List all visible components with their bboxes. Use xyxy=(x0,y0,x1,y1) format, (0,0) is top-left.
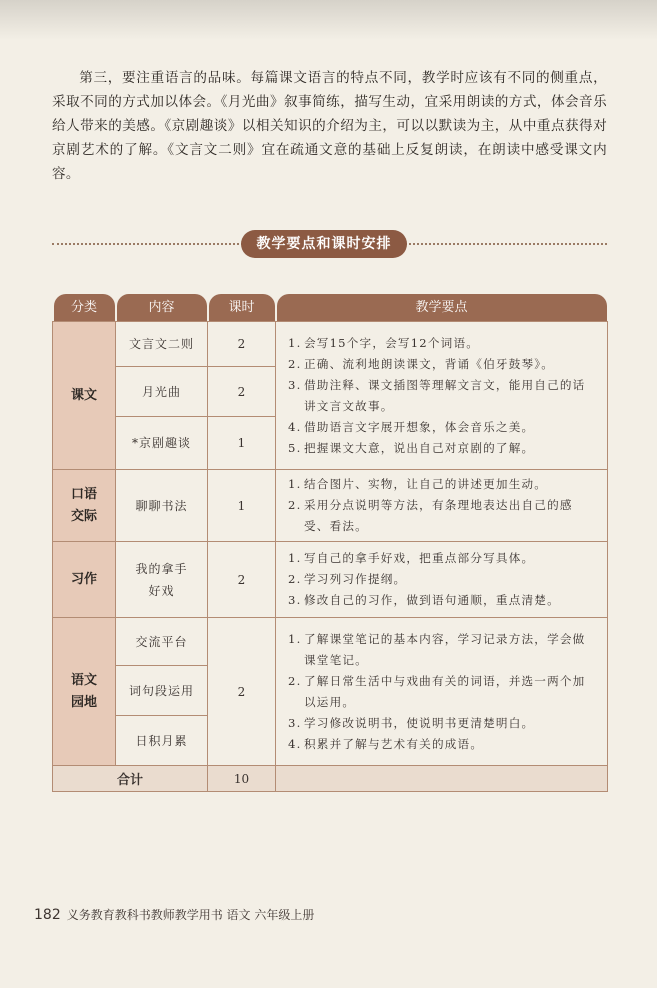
category-cell: 课文 xyxy=(53,322,116,470)
content-cell: *京剧趣谈 xyxy=(116,417,208,470)
content-cell: 文言文二则 xyxy=(116,322,208,367)
category-cell: 习作 xyxy=(53,542,116,618)
table-row xyxy=(53,618,608,666)
content-cell: 聊聊书法 xyxy=(116,470,208,542)
category-cell: 语文园地 xyxy=(53,618,116,766)
total-label: 合计 xyxy=(53,766,208,792)
key-point: 3. 借助注释、课文插图等理解文言文，能用自己的话讲文言文故事。 xyxy=(288,377,586,413)
header-content: 内容 xyxy=(116,294,208,322)
key-point: 2. 学习列习作提纲。 xyxy=(288,572,407,586)
book-title: 义务教育教科书教师教学用书 语文 六年级上册 xyxy=(66,908,315,922)
content-cell: 月光曲 xyxy=(116,367,208,417)
hours-cell: 1 xyxy=(208,417,276,470)
intro-paragraph xyxy=(52,66,607,186)
key-point: 2. 了解日常生活中与戏曲有关的词语，并选一两个加以运用。 xyxy=(288,673,586,709)
key-point: 5. 把握课文大意，说出自己对京剧的了解。 xyxy=(288,440,535,455)
key-points-cell xyxy=(276,542,608,618)
total-hours: 10 xyxy=(208,766,276,792)
header-category: 分类 xyxy=(53,294,116,322)
key-point: 1. 了解课堂笔记的基本内容，学习记录方法，学会做课堂笔记。 xyxy=(288,631,586,667)
hours-cell: 1 xyxy=(208,470,276,542)
hours-cell: 2 xyxy=(208,542,276,618)
table-row xyxy=(53,470,608,542)
teaching-plan-table-wrapper xyxy=(52,294,607,800)
total-empty-cell xyxy=(276,766,608,792)
key-point: 1. 结合图片、实物，让自己的讲述更加生动。 xyxy=(288,477,548,491)
header-key-points: 教学要点 xyxy=(276,294,608,322)
page-top-shadow xyxy=(0,0,657,40)
header-hours: 课时 xyxy=(208,294,276,322)
key-points-cell xyxy=(276,618,608,766)
content-cell: 交流平台 xyxy=(116,618,208,666)
table-header-row xyxy=(53,294,608,322)
table-row xyxy=(53,542,608,618)
table-row xyxy=(53,322,608,367)
table-total-row xyxy=(53,766,608,792)
section-title: 教学要点和课时安排 xyxy=(241,230,407,258)
hours-cell: 2 xyxy=(208,322,276,367)
page-footer xyxy=(34,906,314,923)
key-point: 2. 采用分点说明等方法，有条理地表达出自己的感受、看法。 xyxy=(288,498,573,533)
key-point: 4. 借助语言文字展开想象，体会音乐之美。 xyxy=(288,419,535,434)
key-points-cell xyxy=(276,322,608,470)
key-point: 1. 会写15个字，会写12个词语。 xyxy=(288,335,480,350)
page-number: 182 xyxy=(34,907,61,923)
teaching-plan-table xyxy=(52,294,608,792)
key-point: 3. 学习修改说明书，使说明书更清楚明白。 xyxy=(288,715,535,730)
content-cell: 日积月累 xyxy=(116,716,208,766)
key-point: 3. 修改自己的习作，做到语句通顺，重点清楚。 xyxy=(288,593,560,607)
key-points-cell xyxy=(276,470,608,542)
key-point: 1. 写自己的拿手好戏，把重点部分写具体。 xyxy=(288,551,535,565)
key-point: 2. 正确、流利地朗读课文，背诵《伯牙鼓琴》。 xyxy=(288,356,555,371)
intro-text: 第三，要注重语言的品味。每篇课文语言的特点不同，教学时应该有不同的侧重点，采取不同的方式加以体会。《月光曲》叙事简练，描写生动，宜采用朗读的方式，体会音乐给人带来的美感。《京剧趣谈》以相关知识的介绍为主，可以以默读为主，从中重点获得对京剧艺术的了解。《文言文二则》宜在疏通文意的基础上反复朗读，在朗读中感受课文内容。 xyxy=(52,70,607,182)
hours-cell: 2 xyxy=(208,367,276,417)
key-point: 4. 积累并了解与艺术有关的成语。 xyxy=(288,736,484,751)
content-cell: 我的拿手好戏 xyxy=(116,542,208,618)
hours-cell: 2 xyxy=(208,618,276,766)
category-cell: 口语交际 xyxy=(53,470,116,542)
content-cell: 词句段运用 xyxy=(116,666,208,716)
